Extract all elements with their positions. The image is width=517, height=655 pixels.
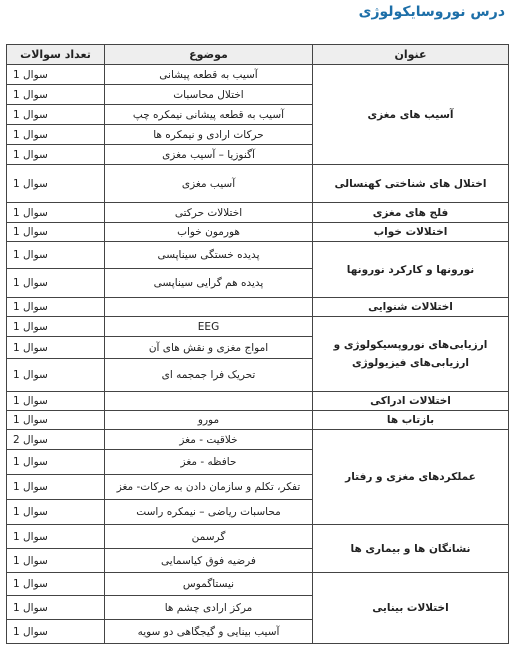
topic-cell: تفکر، تکلم و سازمان دادن به حرکات- مغز [105, 475, 313, 500]
topic-cell: آسیب بینایی و گیجگاهی دو سویه [105, 620, 313, 644]
question-count-cell: 1 سوال [7, 525, 105, 549]
topic-cell: هورمون خواب [105, 223, 313, 242]
section-heading-cell: اختلالات بینایی [313, 573, 509, 644]
section-heading-cell: اختلال های شناختی کهنسالی [313, 165, 509, 203]
column-header-heading: عنوان [313, 45, 509, 65]
question-count-cell: 1 سوال [7, 165, 105, 203]
topic-cell: مورو [105, 411, 313, 430]
table-row [7, 317, 509, 337]
topic-cell [105, 298, 313, 317]
section-heading-cell: ارزیابی‌های نوروپسیکولوژی و ارزیابی‌های فیزیولوژی [313, 317, 509, 392]
question-count-cell: 1 سوال [7, 203, 105, 223]
section-heading-cell: عملکردهای مغزی و رفتار [313, 430, 509, 525]
section-heading-cell: اختلالات ادراکی [313, 392, 509, 411]
page-title: درس نوروسایکولوژی [358, 4, 505, 20]
section-heading-cell: آسیب های مغزی [313, 65, 509, 165]
question-count-cell: 1 سوال [7, 269, 105, 298]
table-row [7, 203, 509, 223]
table-row [7, 411, 509, 430]
topic-cell: حرکات ارادی و نیمکره ها [105, 125, 313, 145]
table-row [7, 165, 509, 203]
question-count-cell: 1 سوال [7, 242, 105, 269]
topic-cell: پدیده خستگی سیناپسی [105, 242, 313, 269]
topic-cell: پدیده هم گرایی سیناپسی [105, 269, 313, 298]
table-row [7, 573, 509, 596]
topic-cell: آسیب به قطعه پیشانی [105, 65, 313, 85]
topic-cell: مرکز ارادی چشم ها [105, 596, 313, 620]
question-count-cell: 1 سوال [7, 620, 105, 644]
topic-cell: محاسبات ریاضی – نیمکره راست [105, 500, 313, 525]
question-count-cell: 1 سوال [7, 411, 105, 430]
topic-cell: آسیب مغزی [105, 165, 313, 203]
question-count-cell: 1 سوال [7, 105, 105, 125]
section-heading-cell: بازتاب ها [313, 411, 509, 430]
topic-cell: امواج مغزی و نقش های آن [105, 337, 313, 359]
topic-cell: فرضیه فوق کیاسمایی [105, 549, 313, 573]
question-count-cell: 1 سوال [7, 337, 105, 359]
question-count-cell: 1 سوال [7, 85, 105, 105]
topic-cell: نیستاگموس [105, 573, 313, 596]
question-count-cell: 1 سوال [7, 125, 105, 145]
topic-cell: گرسمن [105, 525, 313, 549]
topic-cell: آسیب به قطعه پیشانی نیمکره چپ [105, 105, 313, 125]
table-row [7, 392, 509, 411]
topic-cell [105, 392, 313, 411]
column-header-topic: موضوع [105, 45, 313, 65]
topic-cell: اختلالات حرکتی [105, 203, 313, 223]
question-count-cell: 1 سوال [7, 392, 105, 411]
section-heading-cell: نشانگان ها و بیماری ها [313, 525, 509, 573]
question-count-cell: 1 سوال [7, 573, 105, 596]
topic-cell: تحریک فرا جمجمه ای [105, 359, 313, 392]
question-count-cell: 1 سوال [7, 145, 105, 165]
question-count-cell: 1 سوال [7, 475, 105, 500]
question-count-cell: 1 سوال [7, 65, 105, 85]
question-count-cell: 2 سوال [7, 430, 105, 450]
question-count-cell: 1 سوال [7, 500, 105, 525]
table-row [7, 65, 509, 85]
column-header-count: تعداد سوالات [7, 45, 105, 65]
topic-cell: EEG [105, 317, 313, 337]
section-heading-cell: فلج های مغزی [313, 203, 509, 223]
topic-cell: اختلال محاسبات [105, 85, 313, 105]
topic-cell: آگنوزیا – آسیب مغزی [105, 145, 313, 165]
table-body [7, 65, 509, 644]
section-heading-cell: اختلالات خواب [313, 223, 509, 242]
question-count-cell: 1 سوال [7, 549, 105, 573]
section-heading-cell: اختلالات شنوایی [313, 298, 509, 317]
topic-cell: خلاقیت - مغز [105, 430, 313, 450]
question-count-cell: 1 سوال [7, 450, 105, 475]
topic-cell: حافظه - مغز [105, 450, 313, 475]
table-row [7, 525, 509, 549]
section-heading-cell: نورونها و کارکرد نورونها [313, 242, 509, 298]
question-count-cell: 1 سوال [7, 596, 105, 620]
question-count-cell: 1 سوال [7, 223, 105, 242]
table-row [7, 223, 509, 242]
table-row [7, 430, 509, 450]
table-header-row [7, 45, 509, 65]
question-count-cell: 1 سوال [7, 359, 105, 392]
question-count-cell: 1 سوال [7, 317, 105, 337]
question-distribution-table [6, 44, 509, 644]
question-count-cell: 1 سوال [7, 298, 105, 317]
table-row [7, 242, 509, 269]
table-row [7, 298, 509, 317]
